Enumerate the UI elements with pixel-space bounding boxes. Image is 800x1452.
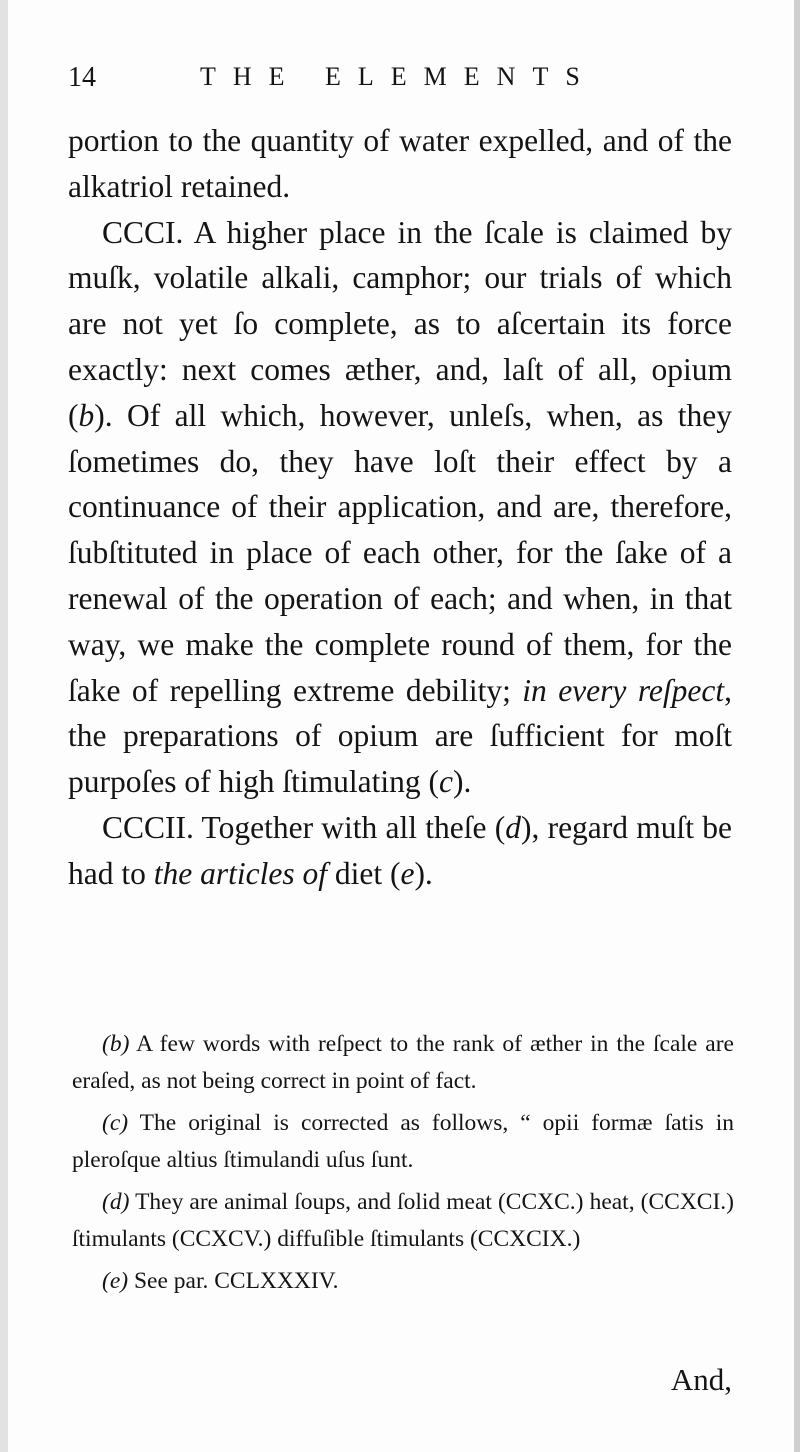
main-text: [68, 118, 732, 897]
page-header: [68, 62, 732, 102]
italic-phrase: the articles of: [153, 855, 327, 891]
footnotes: [72, 1026, 734, 1300]
footnote-b: (b) A few words with reſpect to the rank of æther in the ſcale are eraſed, as not being correct in point of fact.: [72, 1031, 734, 1094]
paragraph-continuation: portion to the quantity of water expelled, and of the alkatriol retained.: [68, 123, 732, 204]
page-edge-left: [0, 0, 8, 1452]
paragraph-ccci: CCCI. A higher place in the ſcale is claimed by muſk, volatile alkali, camphor; our trials of which are not yet ſo complete, as to aſcertain its force exactly: next comes æther, and, laſt of all, opium (b). Of all which, however, unleſs, when, as they ſometimes do, they have loſt their effect by a continuance of their application, and are, therefore, ſubſtituted in place of each other, for the ſake of a renewal of the operation of each; and when, in that way, we make the complete round of them, for the ſake of repelling extreme debility; in every reſpect, the preparations of opium are ſufficient for moſt purpoſes of high ſtimulating (c).: [68, 214, 732, 800]
footnote-ref-c: c: [438, 764, 453, 800]
footnote-e: (e) See par. CCLXXXIV.: [102, 1268, 339, 1294]
footnote-ref-b: b: [78, 397, 95, 433]
page-number: 14: [68, 62, 96, 93]
footnote-c: (c) The original is corrected as follows, “ opii formæ ſatis in pleroſque altius ſtimulandi uſus ſunt.: [72, 1110, 734, 1173]
paragraph-cccii: CCCII. Together with all theſe (d), regard muſt be had to the articles of diet (e).: [68, 809, 732, 891]
page-edge-right: [794, 0, 800, 1452]
running-head: THE ELEMENTS: [200, 62, 597, 91]
footnote-d: (d) They are animal ſoups, and ſolid meat (CCXC.) heat, (CCXCI.) ſtimulants (CCXCV.) diffuſible ſtimulants (CCXCIX.): [72, 1189, 734, 1252]
footnote-ref-e: e: [400, 855, 415, 891]
footnote-ref-d: d: [505, 809, 521, 845]
italic-phrase: in every reſpect: [522, 672, 725, 708]
catchword: And,: [670, 1362, 732, 1397]
